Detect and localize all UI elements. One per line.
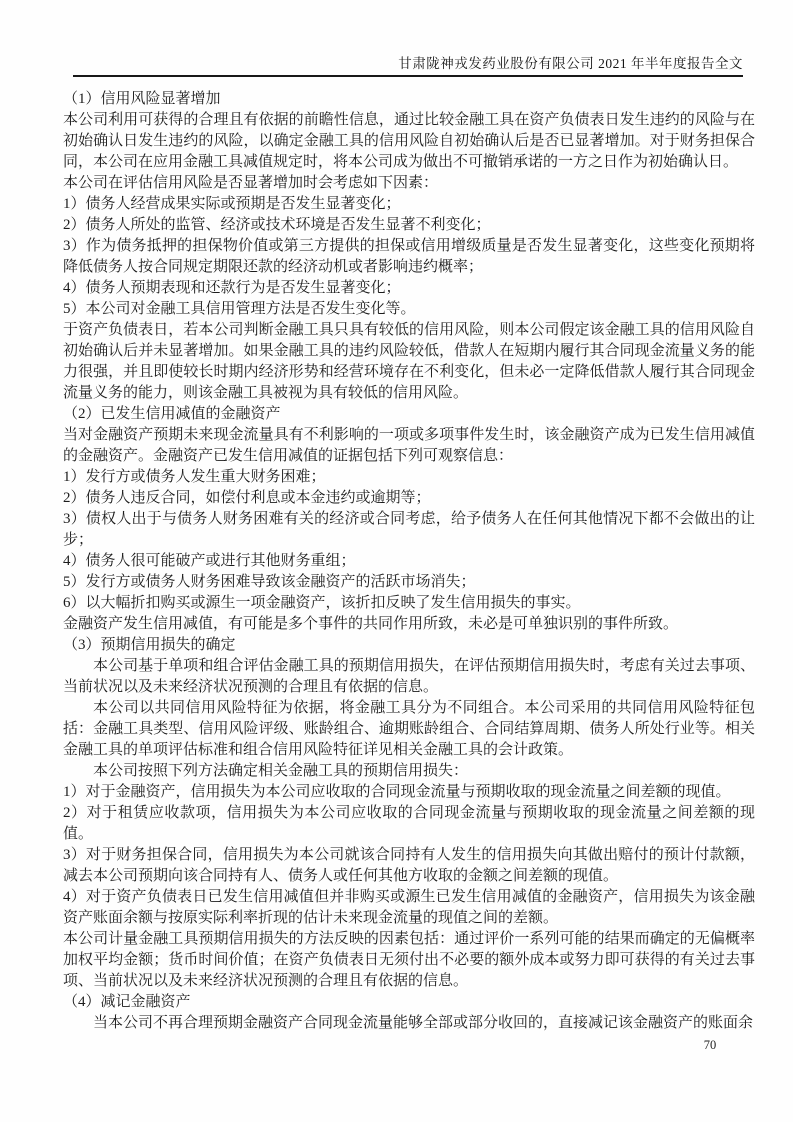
list-item: 2）债务人所处的监管、经济或技术环境是否发生显著不利变化； — [63, 217, 491, 233]
section-heading: （2）已发生信用减值的金融资产 — [63, 406, 281, 422]
paragraph: 本公司以共同信用风险特征为依据，将金融工具分为不同组合。本公司采用的共同信用风险特征包括：金融工具类型、信用风险评级、账龄组合、逾期账龄组合、合同结算周期、债务人所处行业等。相关金融工具的单项评估标准和组合信用风险特征详见相关金融工具的会计政策。 — [63, 700, 755, 758]
report-body — [63, 89, 755, 1034]
list-item: 4）对于资产负债表日已发生信用减值但并非购买或源生已发生信用减值的金融资产，信用损失为该金融资产账面余额与按原实际利率折现的估计未来现金流量的现值之间的差额。 — [63, 889, 755, 926]
header-divider — [73, 75, 743, 77]
paragraph: 金融资产发生信用减值，有可能是多个事件的共同作用所致，未必是可单独识别的事件所致。 — [63, 616, 679, 632]
list-item: 2）债务人违反合同，如偿付利息或本金违约或逾期等； — [63, 490, 431, 506]
section-heading: （1）信用风险显著增加 — [63, 91, 221, 107]
paragraph: 本公司在评估信用风险是否显著增加时会考虑如下因素： — [63, 175, 439, 191]
list-item: 3）对于财务担保合同，信用损失为本公司就该合同持有人发生的信用损失向其做出赔付的预计付款额，减去本公司预期向该合同持有人、债务人或任何其他方收取的金额之间差额的现值。 — [63, 847, 755, 884]
paragraph: 本公司基于单项和组合评估金融工具的预期信用损失，在评估预期信用损失时，考虑有关过去事项、当前状况以及未来经济状况预测的合理且有依据的信息。 — [63, 658, 755, 695]
section-heading: （4）减记金融资产 — [63, 994, 191, 1010]
paragraph: 本公司按照下列方法确定相关金融工具的预期信用损失： — [93, 763, 469, 779]
paragraph: 本公司利用可获得的合理且有依据的前瞻性信息，通过比较金融工具在资产负债表日发生违约的风险与在初始确认日发生违约的风险，以确定金融工具的信用风险自初始确认后是否已显著增加。对于财务担保合同，本公司在应用金融工具减值规定时，将本公司成为做出不可撤销承诺的一方之日作为初始确认日。 — [63, 112, 755, 170]
list-item: 5）发行方或债务人财务困难导致该金融资产的活跃市场消失； — [63, 574, 476, 590]
paragraph: 当对金融资产预期未来现金流量具有不利影响的一项或多项事件发生时，该金融资产成为已发生信用减值的金融资产。金融资产已发生信用减值的证据包括下列可观察信息： — [63, 427, 755, 464]
list-item: 5）本公司对金融工具信用管理方法是否发生变化等。 — [63, 301, 416, 317]
list-item: 2）对于租赁应收款项，信用损失为本公司应收取的合同现金流量与预期收取的现金流量之间差额的现值。 — [63, 805, 755, 842]
list-item: 1）债务人经营成果实际或预期是否发生显著变化； — [63, 196, 401, 212]
paragraph: 当本公司不再合理预期金融资产合同现金流量能够全部或部分收回的，直接减记该金融资产的账面余 — [93, 1015, 754, 1031]
paragraph: 本公司计量金融工具预期信用损失的方法反映的因素包括：通过评价一系列可能的结果而确定的无偏概率加权平均金额；货币时间价值；在资产负债表日无须付出不必要的额外成本或努力即可获得的有关过去事项、当前状况以及未来经济状况预测的合理且有依据的信息。 — [63, 931, 755, 989]
list-item: 3）债权人出于与债务人财务困难有关的经济或合同考虑，给予债务人在任何其他情况下都不会做出的让步； — [63, 511, 755, 548]
paragraph: 于资产负债表日，若本公司判断金融工具只具有较低的信用风险，则本公司假定该金融工具的信用风险自初始确认后并未显著增加。如果金融工具的违约风险较低，借款人在短期内履行其合同现金流量义务的能力很强，并且即使较长时期内经济形势和经营环境存在不利变化，但未必一定降低借款人履行其合同现金流量义务的能力，则该金融工具被视为具有较低的信用风险。 — [63, 322, 755, 401]
list-item: 4）债务人很可能破产或进行其他财务重组； — [63, 553, 356, 569]
report-header-title: 甘肃陇神戎发药业股份有限公司 2021 年半年度报告全文 — [398, 56, 743, 71]
list-item: 1）发行方或债务人发生重大财务困难； — [63, 469, 326, 485]
list-item: 3）作为债务抵押的担保物价值或第三方提供的担保或信用增级质量是否发生显著变化，这些变化预期将降低债务人按合同规定期限还款的经济动机或者影响违约概率； — [63, 238, 755, 275]
page-number: 70 — [703, 1038, 717, 1052]
list-item: 4）债务人预期表现和还款行为是否发生显著变化； — [63, 280, 401, 296]
list-item: 6）以大幅折扣购买或源生一项金融资产，该折扣反映了发生信用损失的事实。 — [63, 595, 581, 611]
section-heading: （3）预期信用损失的确定 — [63, 637, 236, 653]
list-item: 1）对于金融资产，信用损失为本公司应收取的合同现金流量与预期收取的现金流量之间差额的现值。 — [63, 784, 731, 800]
